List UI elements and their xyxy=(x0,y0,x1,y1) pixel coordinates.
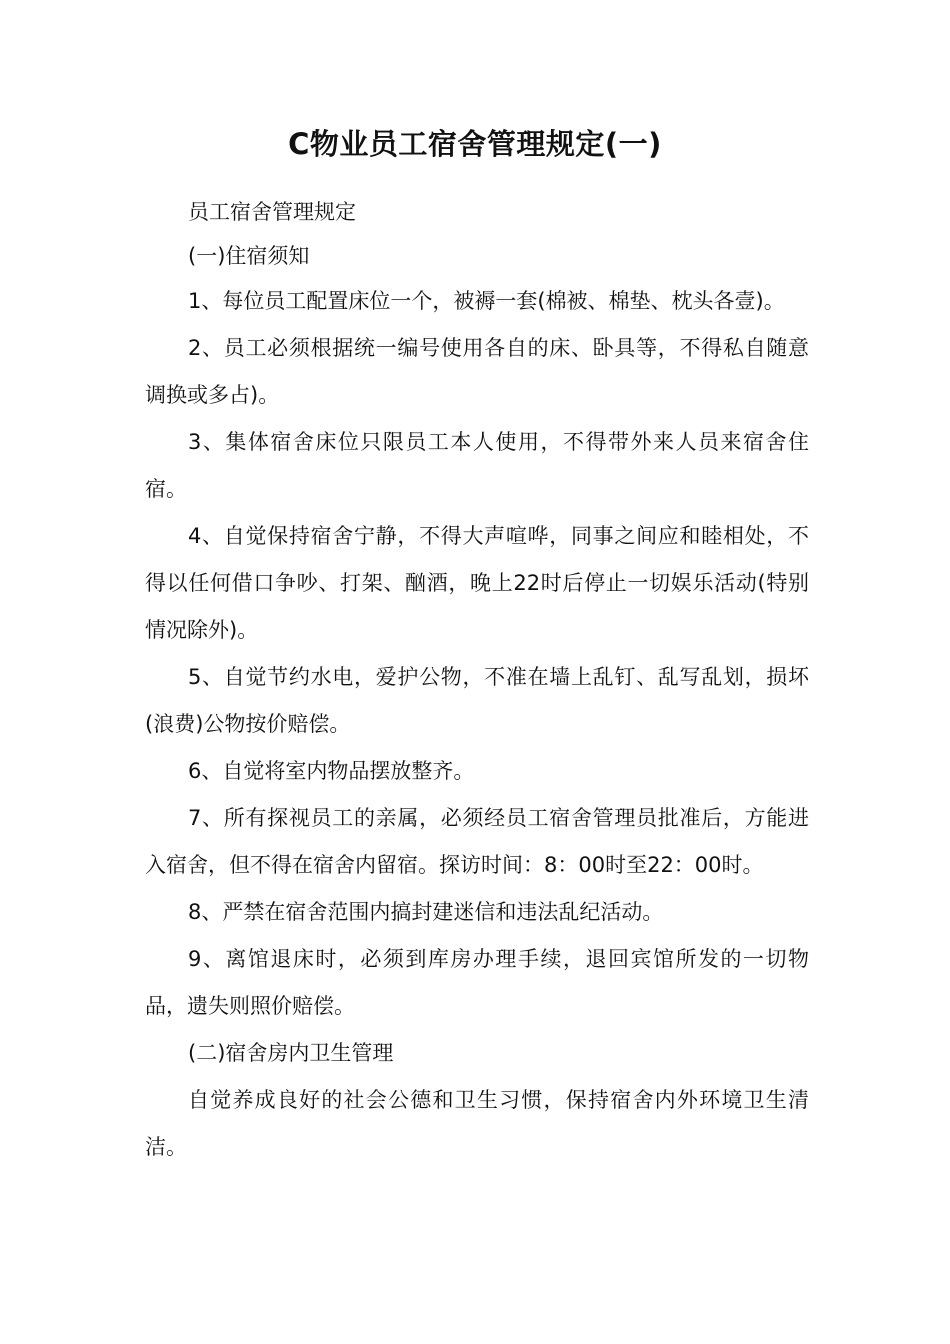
subsection-heading: (一)住宿须知 xyxy=(188,244,310,268)
rule-item-1: 1、每位员工配置床位一个，被褥一套(棉被、棉垫、枕头各壹)。 xyxy=(188,289,785,313)
subsection-heading-2: (二)宿舍房内卫生管理 xyxy=(188,1041,394,1065)
document-title: C物业员工宿舍管理规定(一) xyxy=(288,127,662,161)
rule-item-2: 2、员工必须根据统一编号使用各自的床、卧具等，不得私自随意调换或多占)。 xyxy=(145,336,809,407)
rule-item-9: 9、离馆退床时，必须到库房办理手续，退回宾馆所发的一切物品，遗失则照价赔偿。 xyxy=(145,947,809,1018)
section-heading: 员工宿舍管理规定 xyxy=(188,200,356,224)
rule-item-4: 4、自觉保持宿舍宁静，不得大声喧哗，同事之间应和睦相处，不得以任何借口争吵、打架、酗酒，晚上22时后停止一切娱乐活动(特别情况除外)。 xyxy=(145,524,809,642)
hygiene-paragraph: 自觉养成良好的社会公德和卫生习惯，保持宿舍内外环境卫生清洁。 xyxy=(145,1088,809,1159)
document-body xyxy=(145,190,809,1171)
rule-item-5: 5、自觉节约水电，爱护公物，不准在墙上乱钉、乱写乱划，损坏(浪费)公物按价赔偿。 xyxy=(145,665,809,736)
rule-item-6: 6、自觉将室内物品摆放整齐。 xyxy=(188,759,475,783)
rule-item-3: 3、集体宿舍床位只限员工本人使用，不得带外来人员来宿舍住宿。 xyxy=(145,430,809,501)
rule-item-8: 8、严禁在宿舍范围内搞封建迷信和违法乱纪活动。 xyxy=(188,900,664,924)
rule-item-7: 7、所有探视员工的亲属，必须经员工宿舍管理员批准后，方能进入宿舍，但不得在宿舍内留宿。探访时间：8：00时至22：00时。 xyxy=(145,806,809,877)
